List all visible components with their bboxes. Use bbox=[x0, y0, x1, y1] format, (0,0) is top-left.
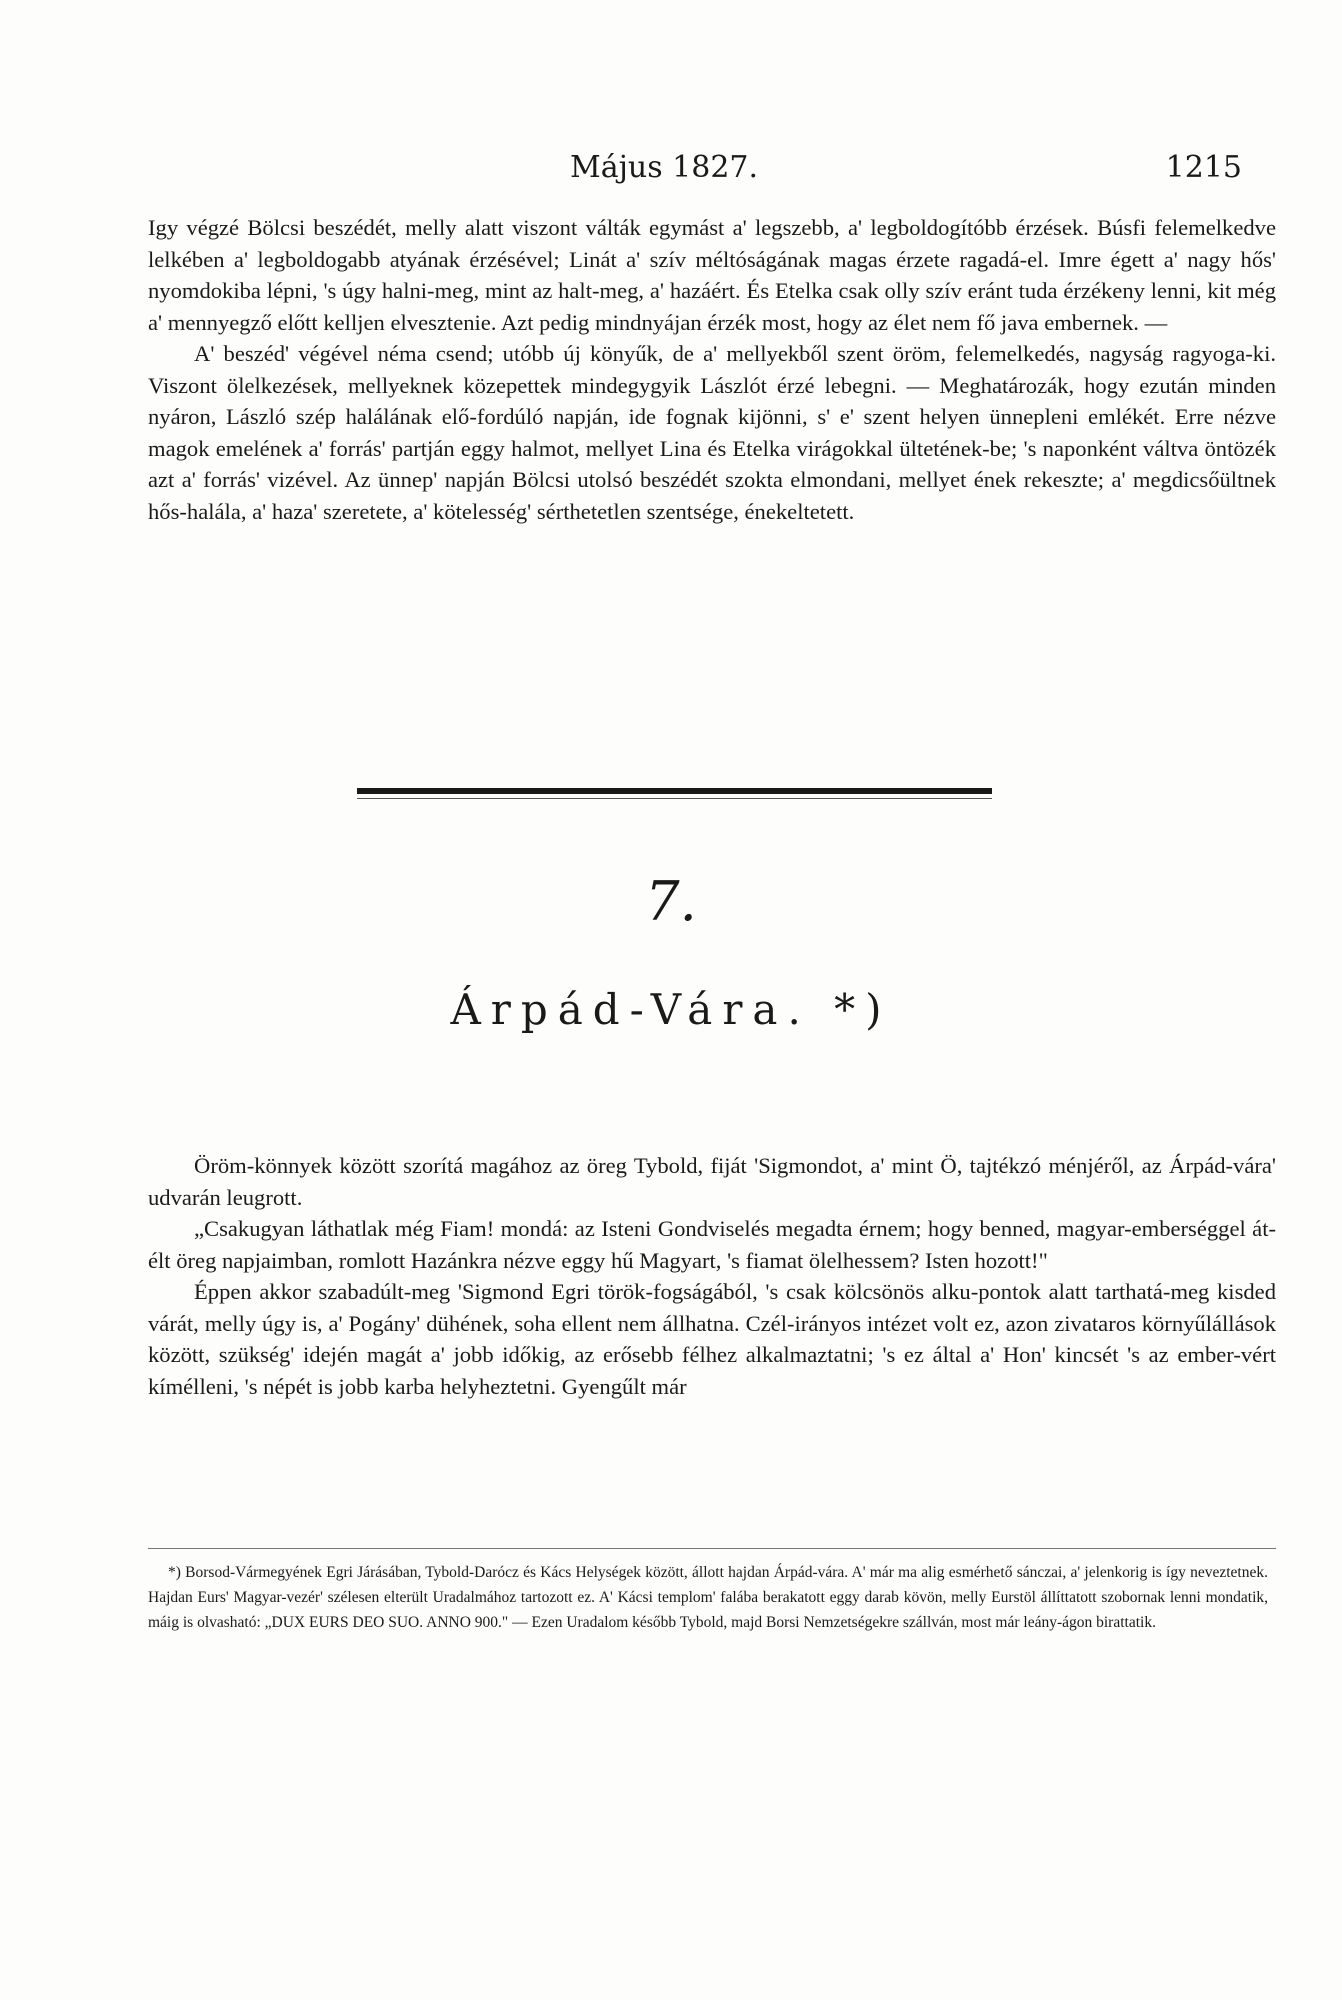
footnote: *) Borsod-Vármegyének Egri Járásában, Tybold-Darócz és Kács Helységek között, állott hajdan Árpád-vára. A' már ma alig esmérhető sánczai, a' jelenkorig is így neveztetnek. Hajdan Eurs' Magyar-vezér' szélesen elterült Uradalmához tartozott ez. A' Kácsi templom' falába berakatott eggy darab kövön, melly Eurstöl állíttatott szobornak lenni mondatik, máig is olvasható: „DUX EURS DEO SUO. ANNO 900." — Ezen Uradalom később Tybold, majd Borsi Nemzetségekre szállván, most már leány-ágon birattatik. bbox=[148, 1564, 1268, 1631]
chapter-title: Árpád-Vára. *) bbox=[450, 985, 892, 1034]
running-header bbox=[150, 150, 1242, 190]
paragraph: A' beszéd' végével néma csend; utóbb új könyűk, de a' mellyekből szent öröm, felemelkedés, nagyság ragyoga-ki. Viszont ölelkezések, mellyeknek közepettek mindegygyik Lászlót érzé lebegni. — Meghatározák, hogy ezután minden nyáron, László szép halálának elő-fordúló napján, ide fognak kijönni, s' e' szent helyen ünnepleni emlékét. Erre nézve magok emelének a' forrás' partján eggy halmot, mellyet Lina és Etelka virágokkal ültetének-be; 's naponként váltva öntözék azt a' forrás' vizével. Az ünnep' napján Bölcsi utolsó beszédét szokta elmondani, mellyet ének rekeszte; a' megdicsőültnek hős-halála, a' haza' szeretete, a' kötelesség' sérthetetlen szentsége, énekeltetett. bbox=[148, 341, 1276, 524]
section-divider-thin bbox=[357, 798, 992, 799]
footnotes bbox=[148, 1560, 1268, 1635]
header-date: Május 1827. bbox=[570, 150, 759, 185]
paragraph: Igy végzé Bölcsi beszédét, melly alatt viszont válták egymást a' legszebb, a' legboldogítóbb érzések. Búsfi felemelkedve lelkében a' legboldogabb atyának érzésével; Linát a' szív méltóságának magas érzete ragadá-el. Imre égett a' nagy hős' nyomdokiba lépni, 's úgy halni-meg, mint az halt-meg, a' hazáért. És Etelka csak olly szív eránt tuda érzékeny lenni, kit még a' mennyegző előtt kelljen elvesztenie. Azt pedig mindnyájan érzék most, hogy az élet nem fő java embernek. — bbox=[148, 215, 1276, 335]
page-number: 1215 bbox=[1165, 150, 1242, 185]
paragraph: Éppen akkor szabadúlt-meg 'Sigmond Egri török-fogságából, 's csak kölcsönös alku-pontok alatt tarthatá-meg kisded várát, melly úgy is, a' Pogány' dühének, soha ellent nem állhatna. Czél-irányos intézet volt ez, azon zivataros környűlállások között, szükség' idején magát a' jobb időkig, az erősebb félhez alkalmaztatni; 's ez által a' Hon' kincsét 's az ember-vért kímélleni, 's népét is jobb karba helyheztetni. Gyengűlt már bbox=[148, 1279, 1276, 1399]
paragraph: „Csakugyan láthatlak még Fiam! mondá: az Isteni Gondviselés megadta érnem; hogy benned, magyar-emberséggel át-élt öreg napjaimban, romlott Hazánkra nézve eggy hű Magyart, 's fiamat ölelhessem? Isten hozott!" bbox=[148, 1216, 1276, 1273]
chapter-number: 7. bbox=[645, 870, 697, 933]
section-2-text bbox=[148, 1150, 1276, 1402]
section-divider bbox=[357, 788, 992, 794]
paragraph: Öröm-könnyek között szorítá magához az öreg Tybold, fiját 'Sigmondot, a' mint Ö, tajtékzó ménjéről, az Árpád-vára' udvarán leugrott. bbox=[148, 1153, 1276, 1210]
section-1-text bbox=[148, 212, 1276, 527]
footnote-divider bbox=[148, 1548, 1276, 1549]
